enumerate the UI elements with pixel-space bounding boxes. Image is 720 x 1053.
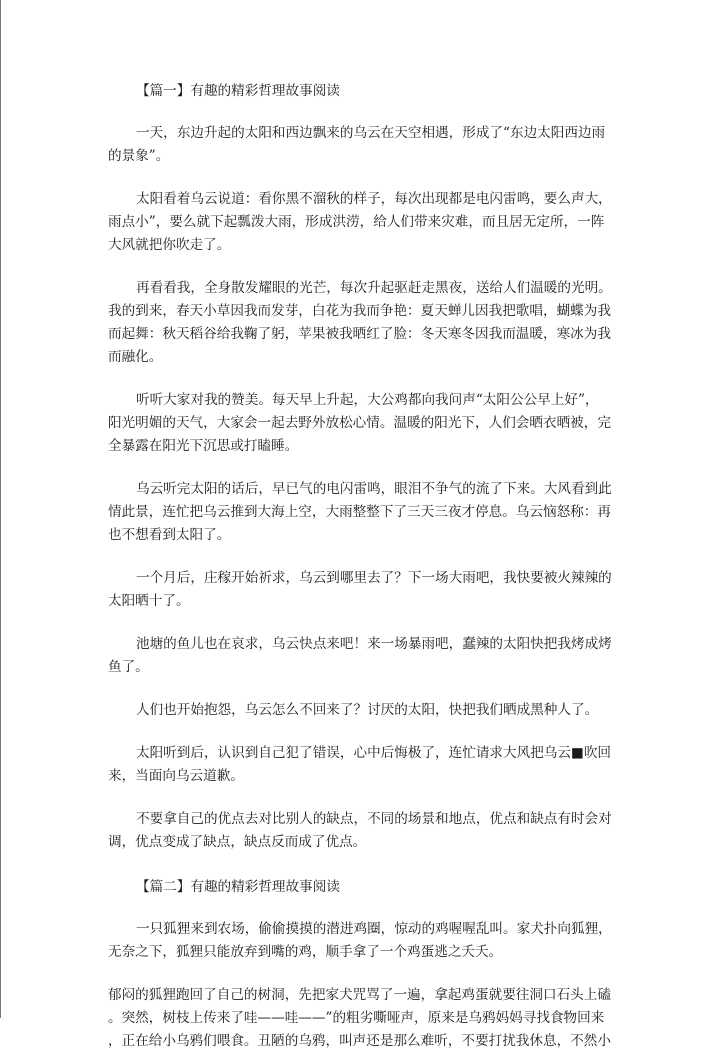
spacer <box>108 257 614 277</box>
spacer <box>108 104 614 122</box>
paragraph: 郁闷的狐狸跑回了自己的树洞，先把家犬咒骂了一遍，拿起鸡蛋就要往洞口石头上磕 。突然，树枝上传来了哇——哇——”的粗劣嘶哑声，原来是乌鸦妈妈寻找食物回来 ，正在给小乌鸦们喂食。丑陋的乌鸦，叫声还是那么难听，不要打扰我休息，不然小 <box>108 987 611 1049</box>
spacer <box>108 722 614 742</box>
paragraph: 太阳看着乌云说道：看你黑不溜秋的样子，每次出现都是电闪雷鸣，要么声大， 雨点小”，要么就下起瓢泼大雨，形成洪涝，给人们带来灾难，而且居无定所，一阵 大风就把你吹走了。 <box>108 191 612 253</box>
spacer <box>108 168 614 188</box>
paragraph: 听听大家对我的赞美。每天早上升起，大公鸡都向我问声“太阳公公早上好”， 阳光明媚的天气，大家会一起去野外放松心情。温暖的阳光下，人们会晒衣晒被，完 全暴露在阳光下沉思或打瞌睡。 <box>108 392 611 454</box>
spacer <box>108 854 614 874</box>
paragraph: 不要拿自己的优点去对比别人的缺点，不同的场景和地点，优点和缺点有时会对 调，优点变成了缺点，缺点反而成了优点。 <box>108 811 612 850</box>
paragraph: 乌云听完太阳的话后，早已气的电闪雷鸣，眼泪不争气的流了下来。大风看到此 情此景，连忙把乌云推到大海上空，大雨整整下了三天三夜才停息。乌云恼怒称：再 也不想看到太阳了。 <box>108 481 612 543</box>
paragraph: 再看看我，全身散发耀眼的光芒，每次升起驱赶走黑夜，送给人们温暖的光明。 我的到来，春天小草因我而发芽，白花为我而争艳：夏天蝉儿因我把歌唱，蝴蝶为我 而起舞：秋天稻谷给我鞠了躬，苹果被我晒红了脸：冬天寒冬因我而温暖，寒冰为我 而融化。 <box>108 280 612 365</box>
spacer <box>108 458 614 478</box>
spacer <box>108 679 614 699</box>
spacer <box>108 964 614 984</box>
paragraph: 一个月后，庄稼开始祈求，乌云到哪里去了？下一场大雨吧，我快要被火辣辣的 太阳晒十了。 <box>108 570 612 609</box>
paragraph: 池塘的鱼儿也在哀求，乌云快点来吧！来一场暴雨吧，蠢辣的太阳快把我烤成烤 鱼了。 <box>108 636 612 675</box>
spacer <box>108 788 614 808</box>
spacer <box>108 547 614 567</box>
paragraph: 一只狐狸来到农场，偷偷摸摸的潜进鸡圈，惊动的鸡喔喔乱叫。家犬扑向狐狸， 无奈之下，狐狸只能放弃到嘴的鸡，顺手拿了一个鸡蛋逃之夭夭。 <box>108 921 612 960</box>
page-edge-line <box>0 0 1 1018</box>
section2-heading: 【篇二】有趣的精彩哲理故事阅读 <box>136 879 340 895</box>
spacer <box>108 613 614 633</box>
document-page <box>108 78 614 1053</box>
paragraph: 人们也开始抱怨，乌云怎么不回来了？讨厌的太阳，快把我们晒成黑种人了。 <box>136 702 599 718</box>
section1-heading: 【篇一】有趣的精彩哲理故事阅读 <box>136 83 340 99</box>
spacer <box>108 369 614 389</box>
spacer <box>108 900 614 918</box>
paragraph: 一天，东边升起的太阳和西边飘来的乌云在天空相遇，形成了“东边太阳西边雨 的景象”。 <box>108 125 606 164</box>
paragraph: 太阳听到后，认识到自己犯了错误，心中后悔极了，连忙请求大风把乌云■吹回 来，当面向乌云道歉。 <box>108 745 612 784</box>
